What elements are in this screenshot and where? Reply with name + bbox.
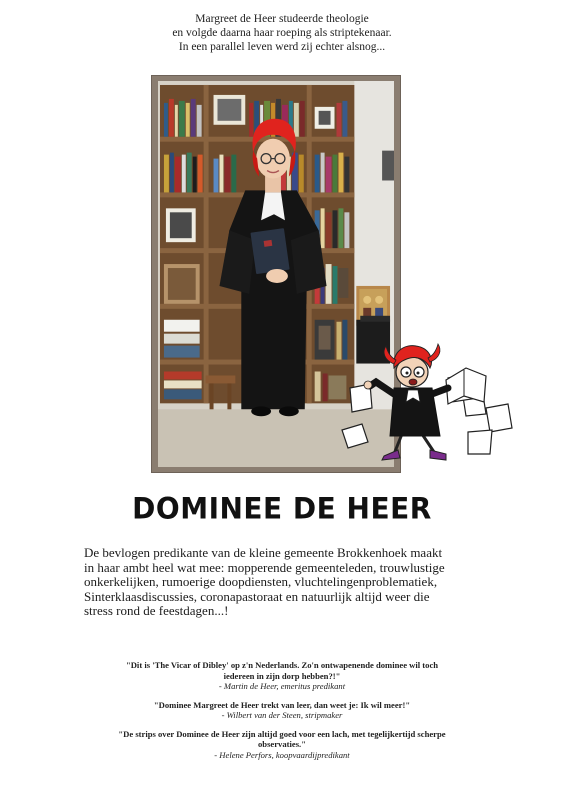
book-title: DOMINEE DE HEER [132, 491, 432, 526]
intro-line: Margreet de Heer studeerde theologie [195, 13, 369, 25]
quote-text: "Dominee Margreet de Heer trekt van leer, dan weet je: Ik wil meer!" [153, 699, 411, 710]
cartoon-drawing [336, 338, 526, 468]
blurb-line: Sinterklaasdiscussies, coronapastoraat en natuurlijk altijd weer die [84, 588, 430, 604]
intro-text [0, 12, 564, 54]
intro-line: In een parallel leven werd zij echter alsnog... [178, 41, 386, 53]
quote-text: "De strips over Dominee de Heer zijn altijd goed voor een lach, met tegelijkertijd scherpe [118, 728, 446, 739]
blurb-line: stress rond de feestdagen...! [84, 603, 229, 619]
quote-text: iedereen in zijn dorp hebben?!" [223, 670, 341, 681]
quote-author: - Wilbert van der Steen, stripmaker [221, 710, 343, 720]
blurb-line: onkerkelijken, rumoerige doopdiensten, vluchtelingenproblematiek, [84, 574, 438, 590]
cartoon-minister-illustration [336, 338, 526, 468]
quote-item [0, 729, 564, 761]
quote-author: - Helene Perfors, koopvaardijpredikant [214, 749, 350, 760]
quote-text: observaties." [258, 739, 306, 749]
review-quotes [0, 660, 564, 768]
quote-text: "Dit is 'The Vicar of Dibley' op z'n Nederlands. Zo'n ontwapenende dominee wil toch [125, 660, 439, 670]
quote-item [0, 660, 564, 692]
quote-author: - Martin de Heer, emeritus predikant [218, 681, 346, 691]
blurb-line: in haar ambt heel wat mee: mopperende gemeenteleden, trouwlustige [84, 559, 445, 575]
book-blurb [84, 546, 504, 619]
intro-line: en volgde daarna haar roeping als striptekenaar. [172, 27, 392, 39]
blurb-line: De bevlogen predikante van de kleine gemeente Brokkenhoek maakt [84, 545, 443, 560]
quote-item [0, 700, 564, 721]
